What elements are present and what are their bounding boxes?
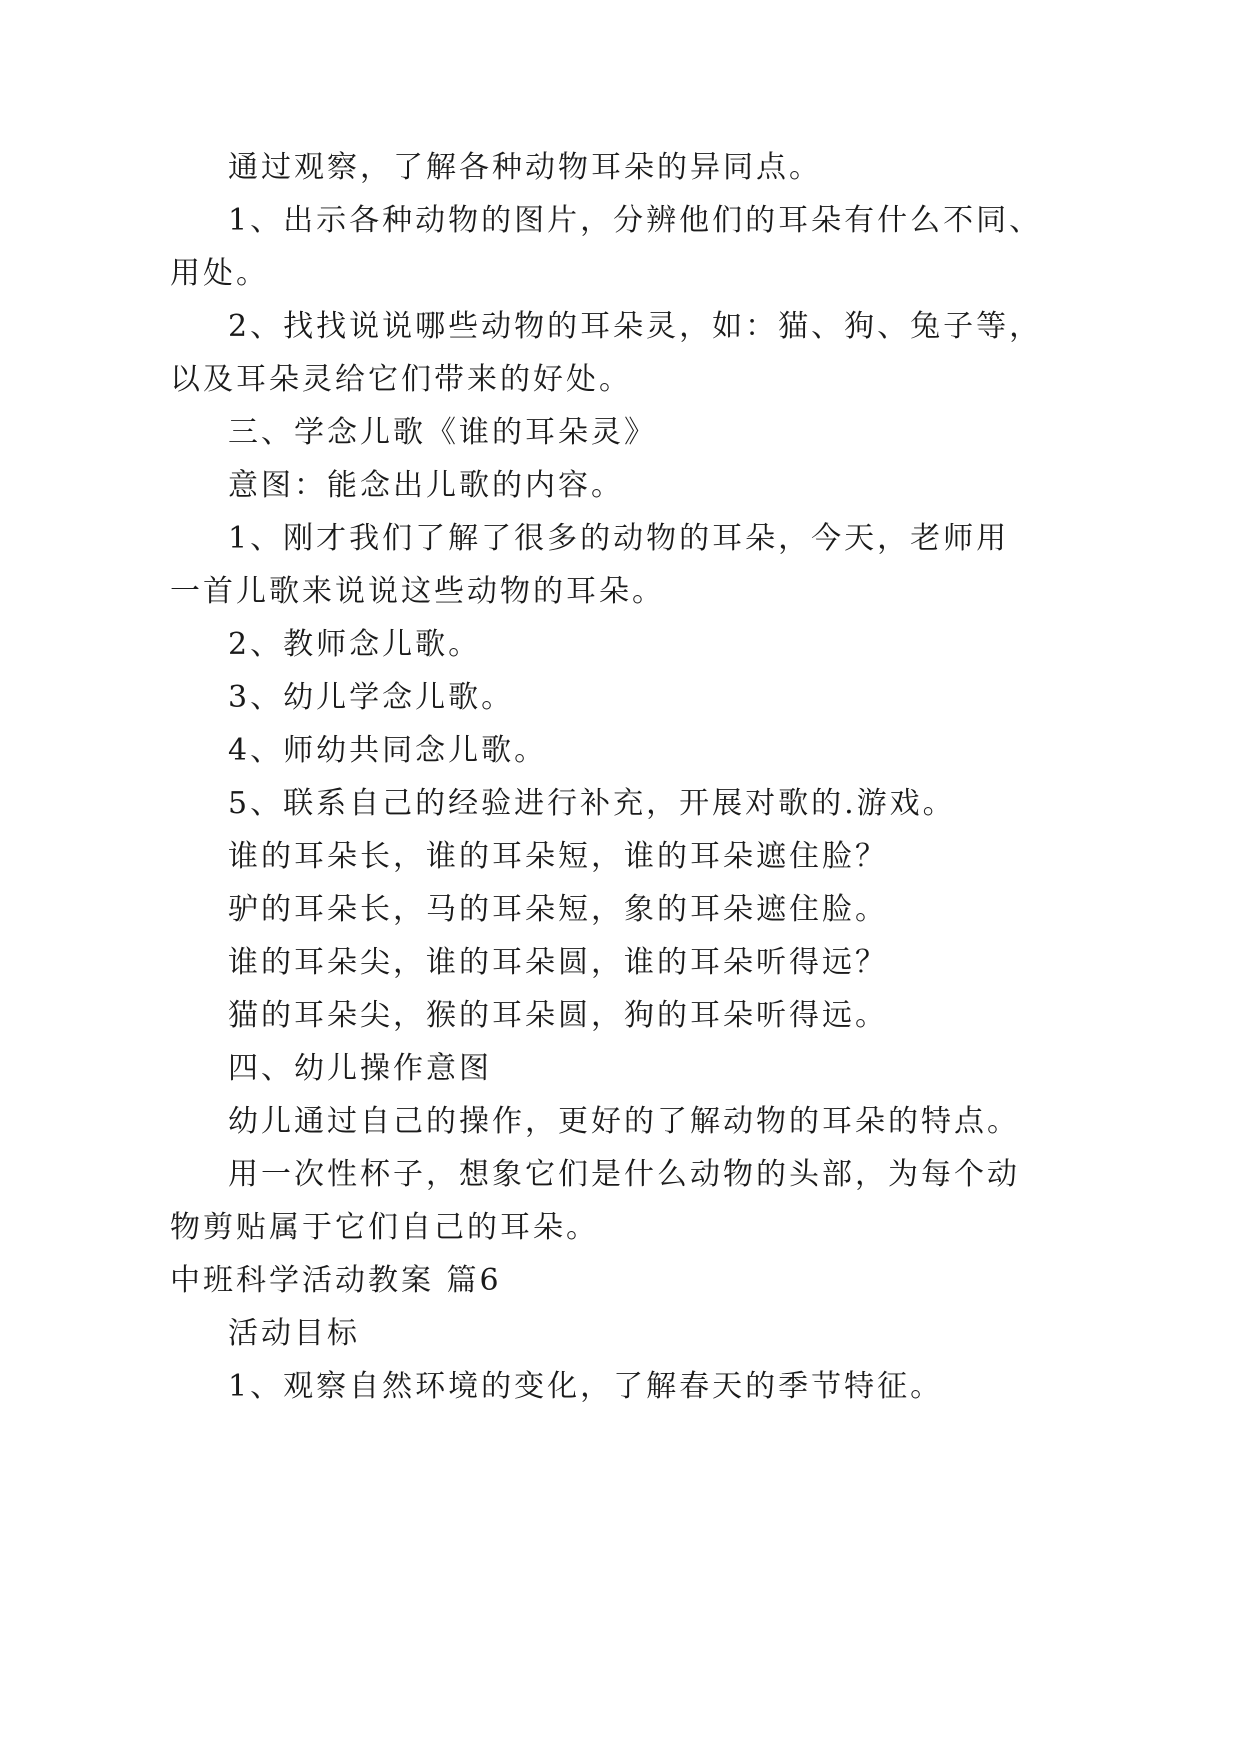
text-line: 2、教师念儿歌。 [228,627,482,662]
lesson-title: 中班科学活动教案 篇6 [170,1263,502,1298]
text-line: 2、找找说说哪些动物的耳朵灵，如：猫、狗、兔子等， [228,309,1043,344]
text-line: 用处。 [170,256,269,291]
rhyme-line: 谁的耳朵长，谁的耳朵短，谁的耳朵遮住脸？ [228,839,888,874]
text-line: 一首儿歌来说说这些动物的耳朵。 [170,574,665,609]
text-line: 1、观察自然环境的变化，了解春天的季节特征。 [228,1369,944,1404]
text-line: 意图：能念出儿歌的内容。 [228,468,624,503]
rhyme-line: 谁的耳朵尖，谁的耳朵圆，谁的耳朵听得远？ [228,945,888,980]
text-line: 以及耳朵灵给它们带来的好处。 [170,362,632,397]
text-line: 幼儿通过自己的操作，更好的了解动物的耳朵的特点。 [228,1104,1020,1139]
text-line: 3、幼儿学念儿歌。 [228,680,515,715]
text-line: 5、联系自己的经验进行补充，开展对歌的.游戏。 [228,786,956,821]
section-heading: 三、学念儿歌《谁的耳朵灵》 [228,415,657,450]
section-heading: 四、幼儿操作意图 [228,1051,492,1086]
text-line: 物剪贴属于它们自己的耳朵。 [170,1210,599,1245]
rhyme-line: 驴的耳朵长，马的耳朵短，象的耳朵遮住脸。 [228,892,888,927]
text-line: 1、刚才我们了解了很多的动物的耳朵，今天，老师用 [228,521,1010,556]
text-line: 4、师幼共同念儿歌。 [228,733,548,768]
rhyme-line: 猫的耳朵尖，猴的耳朵圆，狗的耳朵听得远。 [228,998,888,1033]
text-line: 用一次性杯子，想象它们是什么动物的头部，为每个动 [228,1157,1020,1192]
text-line: 1、出示各种动物的图片，分辨他们的耳朵有什么不同、 [228,203,1043,238]
text-line: 通过观察，了解各种动物耳朵的异同点。 [228,150,822,185]
section-heading: 活动目标 [228,1316,360,1351]
